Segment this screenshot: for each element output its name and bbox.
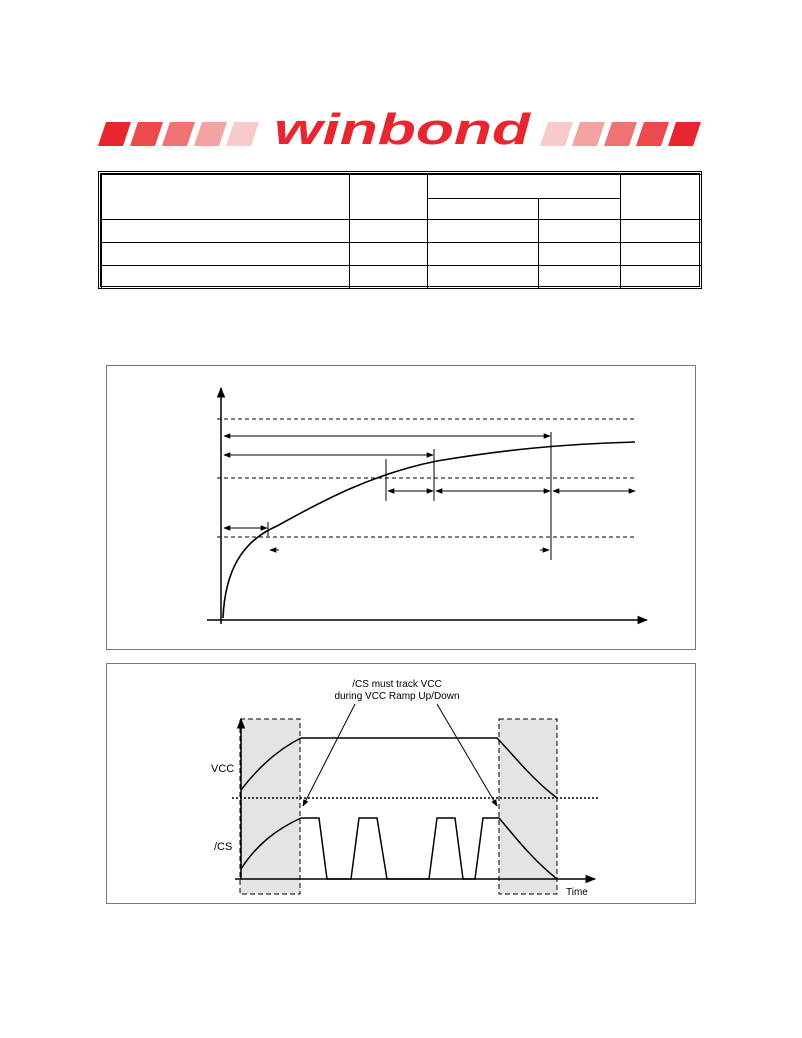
power-up-timing-figure	[106, 365, 696, 650]
table-cell	[428, 220, 539, 243]
header-spec	[428, 175, 621, 199]
table-cell	[621, 243, 702, 266]
table-cell	[102, 220, 350, 243]
cs-label: /CS	[214, 841, 233, 853]
header-parameter	[102, 175, 350, 220]
header-unit	[621, 175, 702, 220]
time-label: Time	[566, 887, 588, 898]
table-cell	[539, 243, 621, 266]
logo-stripe-left-1	[98, 122, 131, 146]
table-row	[102, 266, 702, 289]
spec-table	[98, 171, 702, 289]
logo-stripe-right-2	[572, 122, 605, 146]
table-cell	[428, 266, 539, 289]
table-row	[102, 243, 702, 266]
header-max	[539, 199, 621, 220]
power-up-timing-diagram	[107, 366, 697, 651]
callout-line-2: during VCC Ramp Up/Down	[334, 691, 460, 702]
table-cell	[428, 243, 539, 266]
table-cell	[350, 220, 428, 243]
table-cell	[539, 266, 621, 289]
cs-tracking-figure	[106, 663, 696, 904]
logo-stripe-right-1	[540, 122, 573, 146]
table-cell	[102, 266, 350, 289]
table-cell	[621, 266, 702, 289]
header-min	[428, 199, 539, 220]
logo-stripe-right-5	[668, 122, 701, 146]
brand-name: winbond	[274, 110, 532, 152]
logo-stripe-left-2	[130, 122, 163, 146]
logo-graphic	[96, 110, 708, 152]
vcc-label: VCC	[211, 763, 235, 775]
logo-stripe-left-4	[194, 122, 227, 146]
table-cell	[350, 266, 428, 289]
table-cell	[102, 243, 350, 266]
header-symbol	[350, 175, 428, 220]
table-cell	[350, 243, 428, 266]
winbond-logo	[96, 110, 708, 152]
vcc-ramp-curve	[223, 442, 635, 618]
logo-stripe-left-3	[162, 122, 195, 146]
logo-stripe-right-3	[604, 122, 637, 146]
callout-line-1: /CS must track VCC	[352, 679, 442, 690]
table-row	[102, 220, 702, 243]
logo-stripe-right-4	[636, 122, 669, 146]
callout-arrow-left	[303, 704, 355, 806]
table-cell	[621, 220, 702, 243]
ramp-up-region	[240, 719, 300, 894]
cs-tracking-diagram	[107, 664, 697, 905]
callout-arrow-right	[437, 704, 497, 806]
logo-stripe-left-5	[226, 122, 259, 146]
table-cell	[539, 220, 621, 243]
ramp-down-region	[499, 719, 557, 894]
